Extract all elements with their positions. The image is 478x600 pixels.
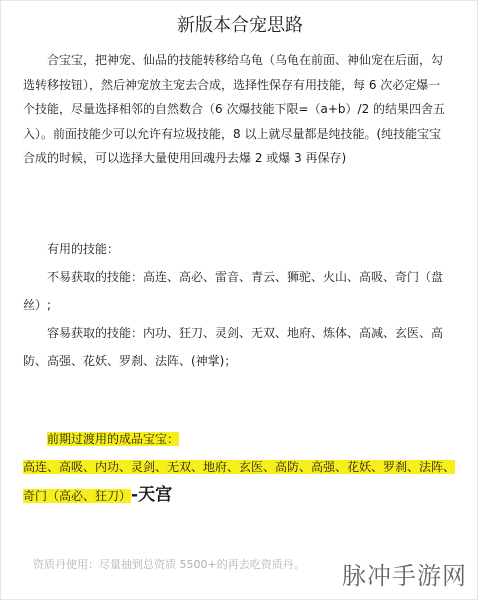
easy-skills-line: 防、高强、花妖、罗刹、法阵、(神掌)；: [23, 354, 237, 368]
hard-skills-line: 不易获取的技能：高连、高必、雷音、青云、狮驼、火山、高吸、奇门（盘: [47, 270, 444, 284]
skills-heading: 有用的技能：: [47, 242, 120, 256]
intro-line: 合宝宝，把神宠、仙品的技能转移给乌龟（乌龟在前面、神仙宠在后面，勾: [47, 53, 444, 67]
transition-pets-line: 高连、高吸、内功、灵剑、无双、地府、玄医、高防、高强、花妖、罗刹、法阵、: [23, 460, 456, 474]
intro-line: 合成的时候，可以选择大量使用回魂丹去爆 2 或爆 3 再保存): [23, 151, 347, 165]
intro-paragraph: [23, 48, 459, 171]
intro-line: 个技能，尽量选择相邻的自然数合（6 次爆技能下限=（a+b）/2 的结果四舍五: [23, 102, 446, 116]
skills-section: [23, 235, 459, 375]
transition-heading: 前期过渡用的成品宝宝：: [47, 432, 180, 446]
hard-skills-line: 丝）;: [23, 298, 52, 312]
easy-skills-line: 容易获取的技能：内功、狂刀、灵剑、无双、地府、炼体、高减、玄医、高: [47, 326, 444, 340]
intro-line: 选转移按钮），然后神宠放主宠去合成，选择性保存有用技能，每 6 次必定爆一: [23, 77, 441, 92]
intro-line: 入）。前面技能少可以允许有垃圾技能，8 以上就尽量都是纯技能。(纯技能宝宝: [23, 126, 442, 141]
transition-section: [23, 425, 463, 510]
tiangong-label: -天宫: [131, 485, 173, 505]
footer-note: 资质丹使用：尽量抽到总资质 5500+的再去吃资质丹。: [33, 558, 305, 571]
page-title: 新版本合宠思路: [177, 15, 303, 36]
transition-pets-line: 奇门（高必、狂刀）: [23, 489, 132, 503]
site-watermark: 脉冲手游网: [342, 562, 467, 590]
